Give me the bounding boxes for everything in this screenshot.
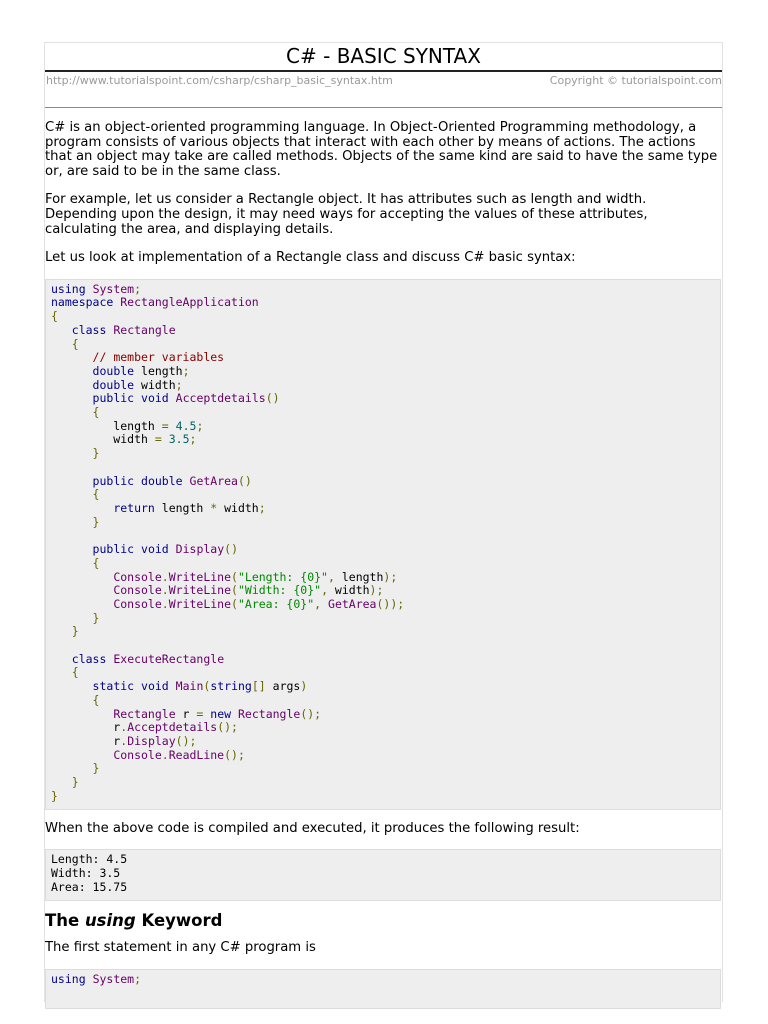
code-token [51,474,93,488]
code-token: { [71,336,79,351]
code-token: void [141,542,169,557]
code-token [51,611,93,625]
code-line [51,557,715,571]
code-token: length [154,501,211,515]
code-token [51,350,93,364]
code-line [51,324,715,338]
code-token: ()); [376,596,405,611]
section-heading-using [45,911,722,931]
code-line [51,973,715,987]
code-line [51,694,715,708]
code-token: } [92,446,100,461]
code-token: width [51,432,155,447]
code-line [51,283,715,297]
code-line [51,598,715,612]
code-line [51,543,715,557]
code-token: (); [300,706,322,721]
code-token [51,405,93,419]
code-line [51,584,715,598]
code-token: ); [369,583,384,598]
code-token: Console [113,747,162,762]
output-line: Width: 3.5 [51,866,121,881]
code-token: string [210,679,252,694]
code-token: () [237,473,252,488]
code-line [51,310,715,324]
code-token: ; [189,432,197,447]
code-token: width [217,501,259,515]
code-token: ( [231,596,238,611]
code-token: Rectangle [113,322,176,337]
code-token [51,679,93,693]
code-token [51,487,93,501]
code-token: 4.5 [175,418,197,433]
code-token [169,679,176,693]
title-divider [45,70,722,72]
code-token [162,432,169,446]
code-token: public [92,542,135,557]
code-token [51,556,93,570]
code-line [51,392,715,406]
code-line [51,639,715,653]
code-token: Acceptdetails [175,391,266,406]
code-token: } [71,624,79,639]
code-token: = [161,418,169,433]
code-token: { [71,665,79,680]
copyright-notice: Copyright © tutorialspoint.com [549,74,722,87]
code-token: [] [251,679,266,694]
code-token [51,337,72,351]
code-token [183,474,190,488]
code-token: ; [196,418,204,433]
code-token: ; [182,363,190,378]
code-token: (); [217,720,238,735]
heading-suffix: Keyword [135,911,223,931]
code-line [51,721,715,735]
code-token: System [92,971,135,986]
code-token [134,391,141,405]
code-token [169,391,176,405]
code-line [51,762,715,776]
code-block-rectangle [45,279,721,810]
code-token [51,665,72,679]
code-token: ExecuteRectangle [113,651,225,666]
code-token [169,542,176,556]
code-token: RectangleApplication [120,295,259,310]
code-token: ( [231,583,238,598]
code-token: Console [113,596,162,611]
code-token [51,446,93,460]
code-token: Main [175,679,204,694]
code-line [51,296,715,310]
code-token [51,597,113,611]
code-line [51,338,715,352]
code-line [51,749,715,763]
code-token: class [71,651,107,666]
code-token: Display [127,733,176,748]
code-token: "Width: {0}" [237,583,322,598]
heading-emphasis: using [84,911,136,931]
code-token: class [71,322,107,337]
code-token: * [210,501,218,515]
code-token: ); [383,569,398,584]
code-line [51,406,715,420]
compiled-paragraph: When the above code is compiled and executed, it produces the following result: [45,820,580,836]
code-token [231,707,238,721]
code-token: public [92,473,135,488]
code-token: r [175,706,197,721]
output-line: Area: 15.75 [51,879,128,894]
code-token: System [92,281,135,296]
code-token: ; [134,281,142,296]
code-line [51,653,715,667]
code-token: (); [175,733,197,748]
code-token [86,282,93,296]
code-token [51,364,93,378]
code-token: () [265,391,280,406]
code-token: double [92,377,135,392]
code-token: new [210,706,232,721]
code-line [51,735,715,749]
code-token: () [224,542,238,557]
code-line [51,708,715,722]
code-token [51,775,72,789]
code-line [51,776,715,790]
code-token: { [92,555,100,570]
code-token: . [120,720,128,735]
code-token: , [327,569,335,584]
document-page [44,42,723,1002]
code-token: double [141,473,183,488]
code-token: ) [300,679,308,694]
code-token: GetArea [189,473,238,488]
code-token [51,570,113,584]
code-token [51,515,93,529]
code-token: length [134,363,183,378]
code-token: args [265,679,301,694]
code-token [51,583,113,597]
code-token: Console [113,583,162,598]
code-token: length [51,418,162,433]
code-token: using [51,281,86,296]
output-line: Length: 4.5 [51,852,128,867]
heading-prefix: The [45,911,85,931]
code-token: } [51,788,58,803]
code-token: , [321,583,328,598]
code-token [51,707,113,721]
header-divider [45,107,722,108]
code-block-using [45,969,721,1009]
code-line [51,447,715,461]
code-line [51,516,715,530]
code-token: Rectangle [113,706,176,721]
code-token: Acceptdetails [127,720,218,735]
code-token: } [92,761,100,776]
code-line [51,420,715,434]
implementation-paragraph: Let us look at implementation of a Rectangle class and discuss C# basic syntax: [45,250,576,266]
code-token [169,419,176,433]
code-token: Display [175,542,225,557]
example-paragraph: For example, let us consider a Rectangle object. It has attributes such as length and width. Depending upon the design, it may need ways for accepting the values of these attributes, calculating the area, and displaying details. [45,192,648,237]
source-url[interactable]: http://www.tutorialspoint.com/csharp/csharp_basic_syntax.htm [46,74,393,87]
code-token: Console [113,569,162,584]
code-token: ReadLine [168,747,225,762]
page-title: C# - BASIC SYNTAX [286,44,481,68]
code-token: { [92,692,100,707]
code-token: } [71,775,79,790]
code-block-output [45,849,721,901]
code-token: . [161,747,169,762]
intro-paragraph: C# is an object-oriented programming language. In Object-Oriented Programming methodology, a program consists of various objects that interact with each other by means of actions. The actions that an object may take are called methods. Objects of the same kind are said to have the same type or, are said to be in the same class. [45,120,718,179]
code-token: } [92,514,100,529]
code-token [321,597,328,611]
code-line [51,502,715,516]
code-token [51,624,72,638]
code-token: "Area: {0}" [237,596,315,611]
code-token: , [314,596,322,611]
code-token: . [161,569,169,584]
code-token: return [113,501,155,515]
first-statement-paragraph: The first statement in any C# program is [45,940,316,956]
code-token: void [141,391,169,406]
code-token: { [92,405,100,420]
code-token: . [120,733,128,748]
code-token [51,378,93,392]
code-line [51,461,715,475]
article-body [45,121,722,1009]
code-token: public [92,391,135,406]
code-token: width [134,377,176,392]
code-token [51,761,93,775]
code-line [51,666,715,680]
code-line [51,625,715,639]
code-token: GetArea [328,596,377,611]
code-token [51,501,113,515]
code-line [51,475,715,489]
code-token: double [92,363,135,378]
code-line [51,379,715,393]
code-line [51,433,715,447]
code-line [51,612,715,626]
code-line [51,488,715,502]
code-token: . [161,596,169,611]
code-token: WriteLine [168,583,232,598]
code-token: ; [258,501,266,515]
code-line [51,571,715,585]
code-token: { [51,309,58,324]
code-token: = [154,432,162,447]
code-token: Rectangle [238,706,301,721]
code-token: . [161,583,169,598]
code-token: "Length: {0}" [237,569,328,584]
code-token [51,323,72,337]
code-token [134,542,141,556]
code-token [51,693,93,707]
code-token [134,474,141,488]
code-token: // member variables [92,350,225,365]
code-token: 3.5 [168,432,190,447]
code-token: ; [134,971,142,986]
code-token: { [92,487,100,502]
code-token: ( [231,569,238,584]
code-token [86,972,93,986]
code-token [51,652,72,666]
code-line [51,680,715,694]
code-token: ; [175,377,183,392]
code-token: static [92,679,135,694]
code-token [134,679,141,693]
code-token: using [51,971,86,986]
code-token [51,542,93,556]
code-token: WriteLine [168,596,232,611]
code-token: = [196,706,204,721]
code-token: WriteLine [168,569,232,584]
code-line [51,790,715,804]
code-token [51,748,113,762]
code-token: (); [224,747,245,762]
code-line [51,529,715,543]
code-token: } [92,610,100,625]
code-token [51,391,93,405]
code-token: ( [203,679,211,694]
code-token: void [141,679,169,694]
code-line [51,365,715,379]
code-token: r [51,733,121,748]
code-token: r [51,720,121,735]
code-token: width [328,583,370,598]
code-token: namespace [51,295,114,310]
code-line [51,351,715,365]
code-token: length [334,569,384,584]
